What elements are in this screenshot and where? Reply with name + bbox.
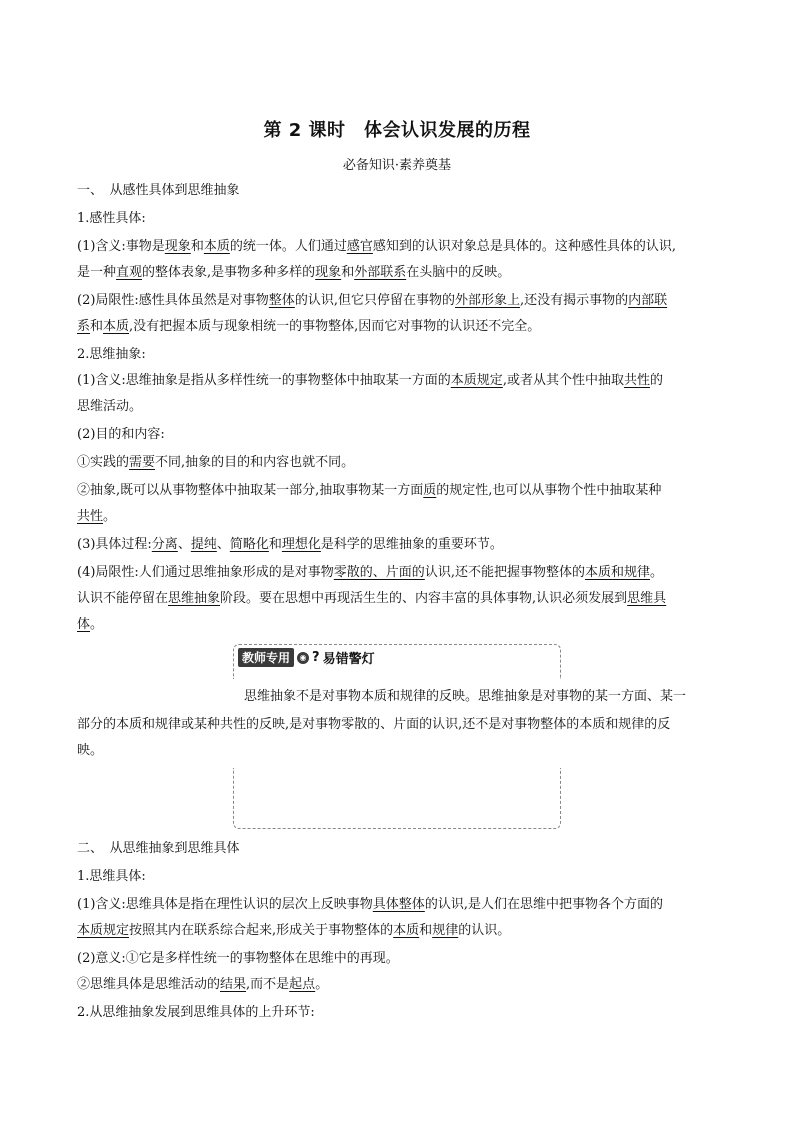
answer-blank: 零散的、片面的 bbox=[333, 565, 425, 580]
point-label: 1.思维具体: bbox=[77, 869, 146, 884]
note-text: 部分的本质和规律或某种共性的反映,是对事物零散的、片面的认识,还不是对事物整体的本质和规律的反 bbox=[77, 717, 671, 732]
paragraph-line: ①实践的需要不同,抽象的目的和内容也就不同。 bbox=[77, 455, 355, 470]
answer-blank: 结果 bbox=[220, 977, 247, 992]
answer-blank: 思维具 bbox=[627, 591, 667, 606]
paragraph-line: 是一种直观的整体表象,是事物多种多样的现象和外部联系在头脑中的反映。 bbox=[77, 265, 511, 280]
answer-blank: 共性 bbox=[623, 373, 650, 388]
answer-blank: 本质规定 bbox=[450, 373, 503, 388]
section-heading-2: 二、 从思维抽象到思维具体 bbox=[77, 841, 240, 856]
answer-blank: 本质 bbox=[203, 239, 230, 254]
question-icon: ? bbox=[312, 650, 320, 665]
section-heading-1: 一、 从感性具体到思维抽象 bbox=[77, 183, 240, 198]
paragraph-line: 本质规定按照其内在联系综合起来,形成关于事物整体的本质和规律的认识。 bbox=[77, 923, 511, 938]
point-label: 1.感性具体: bbox=[77, 211, 146, 226]
answer-blank: 规律 bbox=[432, 923, 459, 938]
paragraph-line: 共性。 bbox=[77, 509, 117, 524]
answer-blank: 具体整体 bbox=[372, 897, 425, 912]
answer-blank: 简略化 bbox=[229, 537, 269, 552]
answer-blank: 外部联系 bbox=[354, 265, 407, 280]
paragraph-line: ②抽象,既可以从事物整体中抽取某一部分,抽取事物某一方面质的规定性,也可以从事物个性中抽取某种 bbox=[77, 483, 662, 498]
paragraph-line: (3)具体过程:分离、提纯、简略化和理想化是科学的思维抽象的重要环节。 bbox=[77, 537, 503, 552]
paragraph-line: (2)局限性:感性具体虽然是对事物整体的认识,但它只停留在事物的外部形象上,还没有揭示事物的内部联 bbox=[77, 293, 668, 308]
note-box-bottom bbox=[233, 768, 561, 829]
answer-blank: 分离 bbox=[151, 537, 178, 552]
point-label: 2.从思维抽象发展到思维具体的上升环节: bbox=[77, 1005, 315, 1020]
paragraph-line: 认识不能停留在思维抽象阶段。要在思想中再现活生生的、内容丰富的具体事物,认识必须发展到思维具 bbox=[77, 591, 667, 606]
paragraph-line: (1)含义:思维抽象是指从多样性统一的事物整体中抽取某一方面的本质规定,或者从其个性中抽取共性的 bbox=[77, 373, 663, 388]
answer-blank: 本质 bbox=[393, 923, 420, 938]
answer-blank: 理想化 bbox=[281, 537, 321, 552]
answer-blank: 本质 bbox=[103, 319, 130, 334]
answer-blank: 整体 bbox=[268, 293, 295, 308]
lesson-title: 第 2 课时 体会认识发展的历程 bbox=[263, 120, 531, 141]
answer-blank: 现象 bbox=[164, 239, 191, 254]
paragraph-line: ②思维具体是思维活动的结果,而不是起点。 bbox=[77, 977, 329, 992]
answer-blank: 起点 bbox=[289, 977, 316, 992]
paragraph-line: (2)意义:①它是多样性统一的事物整体在思维中的再现。 bbox=[77, 951, 399, 966]
answer-blank: 质 bbox=[423, 483, 437, 498]
answer-blank: 外部形象上 bbox=[454, 293, 520, 308]
answer-blank: 内部联 bbox=[628, 293, 668, 308]
answer-blank: 直观 bbox=[116, 265, 143, 280]
answer-blank: 提纯 bbox=[190, 537, 217, 552]
paragraph-line: 体。 bbox=[77, 617, 104, 632]
teacher-only-label: 教师专用 bbox=[238, 648, 294, 667]
answer-blank: 本质和规律 bbox=[584, 565, 650, 580]
paragraph-line: (4)局限性:人们通过思维抽象形成的是对事物零散的、片面的认识,还不能把握事物整体的本质和规律。 bbox=[77, 565, 663, 580]
note-text: 映。 bbox=[77, 743, 104, 758]
teacher-note-badge bbox=[238, 648, 375, 667]
section-subtitle: 必备知识·素养奠基 bbox=[342, 158, 452, 173]
point-label: (2)目的和内容: bbox=[77, 427, 165, 442]
paragraph-line: (1)含义:事物是现象和本质的统一体。人们通过感官感知到的认识对象总是具体的。这种感性具体的认识, bbox=[77, 239, 677, 254]
answer-blank: 系 bbox=[77, 319, 91, 334]
note-text: 思维抽象不是对事物本质和规律的反映。思维抽象是对事物的某一方面、某一 bbox=[244, 689, 687, 704]
answer-blank: 思维抽象 bbox=[168, 591, 221, 606]
paragraph-line: (1)含义:思维具体是指在理性认识的层次上反映事物具体整体的认识,是人们在思维中把事物各个方面的 bbox=[77, 897, 663, 912]
point-label: 2.思维抽象: bbox=[77, 347, 146, 362]
answer-blank: 本质规定 bbox=[77, 923, 130, 938]
paragraph-line: 系和本质,没有把握本质与现象相统一的事物整体,因而它对事物的认识还不完全。 bbox=[77, 319, 541, 334]
answer-blank: 体 bbox=[77, 617, 91, 632]
answer-blank: 共性 bbox=[77, 509, 104, 524]
warning-title: 易错警灯 bbox=[322, 652, 375, 667]
paragraph-line: 思维活动。 bbox=[77, 399, 143, 414]
answer-blank: 现象 bbox=[315, 265, 342, 280]
answer-blank: 感官 bbox=[346, 239, 373, 254]
target-icon: ◉ bbox=[297, 652, 309, 664]
answer-blank: 需要 bbox=[129, 455, 156, 470]
